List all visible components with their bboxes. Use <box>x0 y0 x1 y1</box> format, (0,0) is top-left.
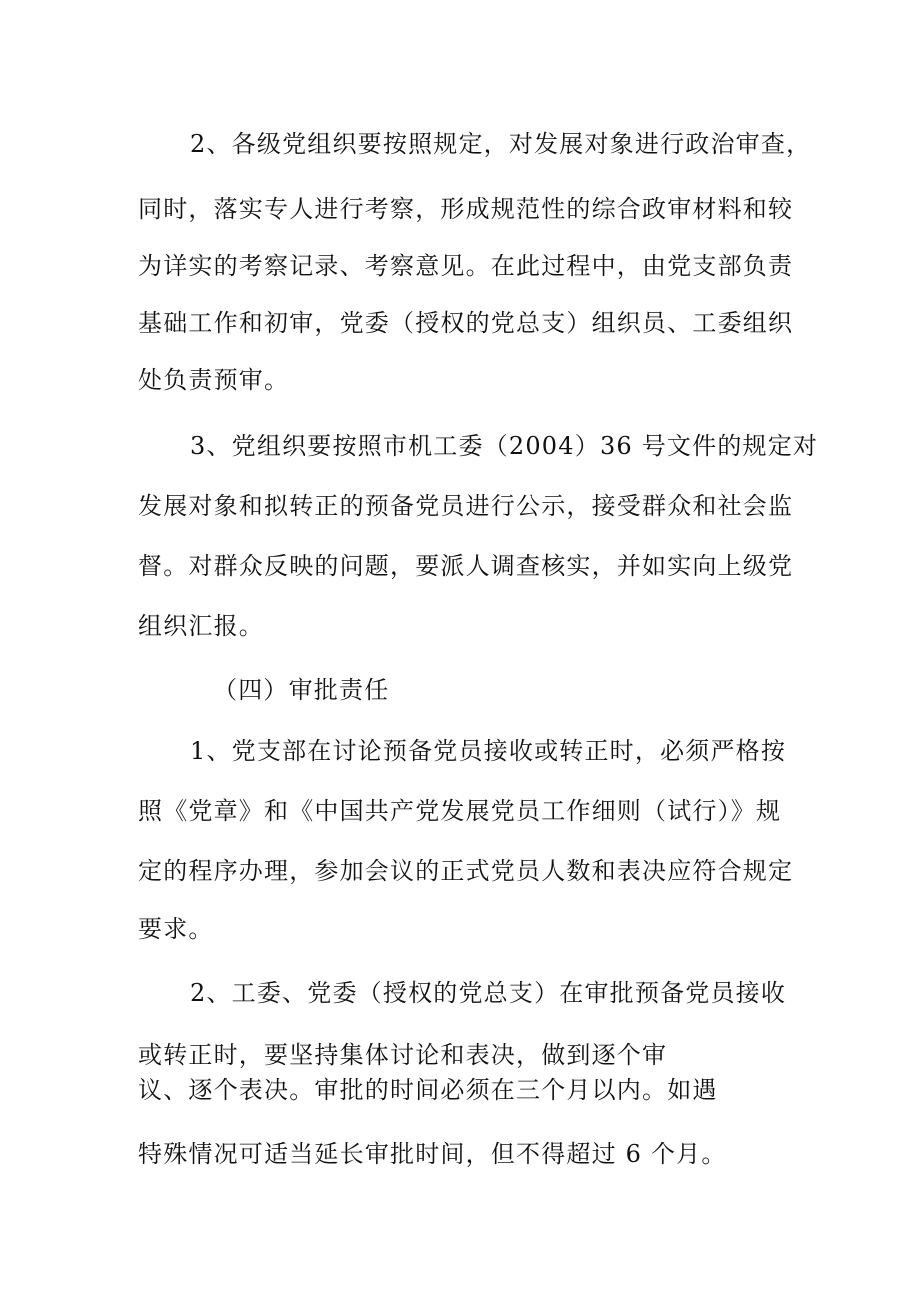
paragraph-2-line-4: 组织汇报。 <box>138 612 264 640</box>
section-heading: （四）审批责任 <box>213 676 390 704</box>
paragraph-3-line-4: 要求。 <box>138 915 214 943</box>
paragraph-4-line-2: 或转正时，要坚持集体讨论和表决，做到逐个审 <box>138 1041 668 1069</box>
paragraph-3-line-1: 1、党支部在讨论预备党员接收或转正时，必须严格按 <box>190 737 787 765</box>
paragraph-4-line-1: 2、工委、党委（授权的党总支）在审批预备党员接收 <box>190 979 787 1007</box>
paragraph-1-line-2: 同时，落实专人进行考察，形成规范性的综合政审材料和较 <box>138 195 794 223</box>
paragraph-1-line-3: 为详实的考察记录、考察意见。在此过程中，由党支部负责 <box>138 252 794 280</box>
paragraph-1-line-5: 处负责预审。 <box>138 366 290 394</box>
paragraph-2-line-1: 3、党组织要按照市机工委（2004）36 号文件的规定对 <box>190 432 819 460</box>
paragraph-2-line-3: 督。对群众反映的问题，要派人调查核实，并如实向上级党 <box>138 552 794 580</box>
paragraph-4-line-3: 议、逐个表决。审批的时间必须在三个月以内。如遇 <box>138 1076 718 1104</box>
paragraph-4-line-4: 特殊情况可适当延长审批时间，但不得超过 6 个月。 <box>138 1140 727 1168</box>
paragraph-1-line-4: 基础工作和初审，党委（授权的党总支）组织员、工委组织 <box>138 309 794 337</box>
paragraph-2-line-2: 发展对象和拟转正的预备党员进行公示，接受群众和社会监 <box>138 492 794 520</box>
paragraph-3-line-3: 定的程序办理，参加会议的正式党员人数和表决应符合规定 <box>138 857 794 885</box>
paragraph-1-line-1: 2、各级党组织要按照规定，对发展对象进行政治审查， <box>190 130 812 158</box>
paragraph-3-line-2: 照《党章》和《中国共产党发展党员工作细则（试行）》规 <box>138 797 782 825</box>
